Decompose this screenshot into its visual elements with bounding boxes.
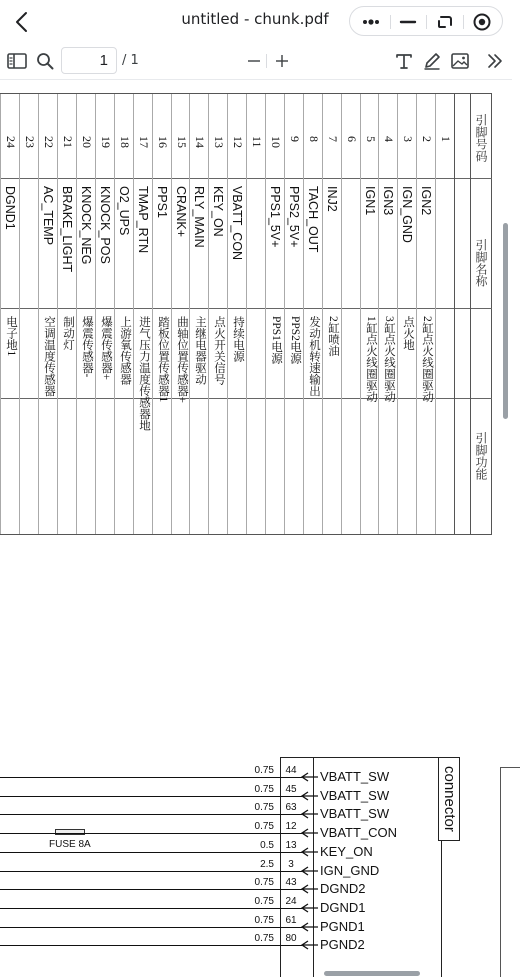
wire-line: [0, 871, 302, 872]
image-tool-button[interactable]: [449, 50, 471, 72]
pin-name: IGN2: [419, 186, 433, 216]
wire-line: [0, 945, 302, 946]
row-divider: [95, 94, 96, 534]
connector-pin-signal: PGND2: [320, 937, 365, 952]
connector-pin-signal: VBATT_SW: [320, 806, 390, 821]
pdf-viewport[interactable]: [0, 81, 512, 952]
pin-function: 上游氧传感器: [119, 316, 131, 385]
vertical-scrollbar[interactable]: [503, 223, 508, 419]
wire-line: [0, 908, 302, 909]
pin-number: 5: [364, 136, 378, 142]
connector-pin-number: 80: [285, 933, 297, 944]
row-divider: [38, 94, 39, 534]
zoom-out-button[interactable]: [243, 50, 265, 72]
plus-icon: [271, 50, 293, 72]
pdf-toolbar: [0, 42, 512, 80]
horizontal-scrollbar[interactable]: [324, 971, 420, 976]
wire-line: [0, 927, 302, 928]
more-options-button[interactable]: [358, 10, 384, 34]
row-divider: [76, 94, 77, 534]
pin-number: 17: [137, 136, 151, 148]
pin-arrow-icon: [302, 848, 318, 856]
pin-arrow-icon: [302, 941, 318, 949]
pin-function: 曲轴位置传感器+: [176, 316, 188, 403]
pin-name: INJ2: [325, 186, 339, 212]
pin-number: 7: [326, 136, 340, 142]
row-divider: [360, 94, 361, 534]
wire-gauge: 0.75: [254, 765, 274, 776]
wire-gauge: 0.75: [254, 896, 274, 907]
pin-number: 13: [212, 136, 226, 148]
row-divider: [189, 94, 190, 534]
search-button[interactable]: [34, 50, 56, 72]
header-pin-name: 引脚名称: [474, 239, 488, 287]
wire-gauge: 2.5: [260, 859, 274, 870]
minus-icon: [243, 50, 265, 72]
minimize-icon: [395, 10, 421, 34]
pin-name: TMAP_RTN: [136, 186, 150, 254]
pin-arrow-icon: [302, 885, 318, 893]
row-divider: [19, 94, 20, 534]
page-number-input[interactable]: [61, 47, 117, 74]
pin-number: 9: [288, 136, 302, 142]
connector-pin-signal: KEY_ON: [320, 844, 373, 859]
row-divider: [322, 94, 323, 534]
pin-function: 1缸点火线圈驱动: [365, 316, 377, 403]
zoom-divider: [266, 54, 267, 68]
sidebar-icon: [6, 50, 28, 72]
pin-number: 1: [439, 136, 453, 142]
row-divider: [341, 94, 342, 534]
row-divider: [378, 94, 379, 534]
pin-name: TACH_OUT: [306, 186, 320, 253]
adjacent-component-box: [500, 767, 520, 977]
connector-pin-number: 3: [288, 859, 294, 870]
pin-number: 8: [307, 136, 321, 142]
connector-pin-number: 44: [285, 765, 297, 776]
pin-function: 点火地: [402, 316, 414, 351]
pin-number: 19: [99, 136, 113, 148]
pin-name: KNOCK_POS: [98, 186, 112, 264]
wire-gauge: 0.75: [254, 933, 274, 944]
wire-line: [0, 889, 302, 890]
connector-label: connector: [438, 757, 460, 841]
pin-arrow-icon: [302, 829, 318, 837]
table-divider: [454, 94, 455, 534]
wire-line: [0, 777, 302, 778]
search-icon: [34, 50, 56, 72]
pin-definition-table: [0, 93, 492, 535]
connector-pin-number: 43: [285, 877, 297, 888]
text-tool-button[interactable]: [393, 50, 415, 72]
pin-function: 主继电器驱动: [194, 316, 206, 385]
row-divider: [208, 94, 209, 534]
pin-number: 22: [42, 136, 56, 148]
row-divider: [133, 94, 134, 534]
pin-function: 2缸喷油: [327, 316, 339, 357]
connector-pin-signal: DGND2: [320, 881, 366, 896]
pin-name: PPS1_5V+: [268, 186, 282, 248]
back-button[interactable]: [8, 8, 36, 36]
pin-number: 15: [175, 136, 189, 148]
row-divider: [303, 94, 304, 534]
wire-gauge: 0.75: [254, 877, 274, 888]
pin-function: 爆震传感器+: [100, 316, 112, 380]
pin-name: PPS2_5V+: [287, 186, 301, 248]
pin-name: IGN3: [381, 186, 395, 216]
double-chevron-right-icon: [484, 50, 506, 72]
pill-divider: [426, 15, 427, 29]
row-divider: [416, 94, 417, 534]
pin-function: PPS1电源: [270, 316, 282, 364]
pin-number: 24: [4, 136, 18, 148]
pin-name: PPS1: [155, 186, 169, 218]
pill-divider: [463, 15, 464, 29]
sidebar-toggle-button[interactable]: [6, 50, 28, 72]
pin-function: 制动灯: [62, 316, 74, 351]
connector-pin-signal: VBATT_SW: [320, 788, 390, 803]
table-divider: [470, 94, 471, 534]
pin-function: 点火开关信号: [213, 316, 225, 385]
pin-function: 2缸点火线圈驱动: [421, 316, 433, 403]
pin-name: O2_UPS: [117, 186, 131, 236]
pin-number: 20: [80, 136, 94, 148]
pin-number: 6: [345, 136, 359, 142]
wire-gauge: 0.75: [254, 915, 274, 926]
text-icon: [393, 50, 415, 72]
pill-divider: [390, 15, 391, 29]
pin-name: IGN_GND: [400, 186, 414, 243]
pin-number: 23: [23, 136, 37, 148]
wire-line: [0, 814, 302, 815]
pin-number: 2: [420, 136, 434, 142]
row-divider: [152, 94, 153, 534]
wire-gauge: 0.75: [254, 821, 274, 832]
connector-pin-signal: VBATT_CON: [320, 825, 398, 840]
pin-function: 踏板位置传感器1: [157, 316, 169, 403]
more-dots-icon: [358, 10, 384, 34]
wire-line: [0, 796, 302, 797]
wiring-schematic: [0, 753, 512, 977]
title-bar: [0, 0, 512, 42]
pin-function: 持续电源: [232, 316, 244, 362]
pin-name: AC_TEMP: [41, 186, 55, 246]
pin-name: KEY_ON: [211, 186, 225, 237]
more-tools-button[interactable]: [484, 50, 506, 72]
pin-number: 11: [250, 136, 264, 148]
pin-number: 3: [401, 136, 415, 142]
connector-pin-number: 45: [285, 784, 297, 795]
connector-pin-signal: VBATT_SW: [320, 769, 390, 784]
header-pin-function: 引脚功能: [474, 432, 488, 480]
pin-number: 12: [231, 136, 245, 148]
close-button[interactable]: [469, 10, 495, 34]
pin-name: IGN1: [363, 186, 377, 216]
pin-arrow-icon: [302, 923, 318, 931]
row-divider: [265, 94, 266, 534]
restore-button[interactable]: [432, 10, 458, 34]
connector-pin-signal: IGN_GND: [320, 863, 380, 878]
pin-number: 14: [193, 136, 207, 148]
minimize-button[interactable]: [395, 10, 421, 34]
wire-line: [0, 852, 302, 853]
row-divider: [171, 94, 172, 534]
connector-pin-signal: DGND1: [320, 900, 366, 915]
row-divider: [435, 94, 436, 534]
pin-number: 18: [118, 136, 132, 148]
pen-icon: [421, 50, 443, 72]
pin-number: 4: [382, 136, 396, 142]
pin-arrow-icon: [302, 904, 318, 912]
pin-function: 空调温度传感器: [43, 316, 55, 397]
pin-number: 16: [156, 136, 170, 148]
fuse-label: FUSE 8A: [49, 839, 91, 850]
pin-number: 21: [61, 136, 75, 148]
pin-function: PPS2电源: [289, 316, 301, 364]
pin-name: DGND1: [3, 186, 17, 230]
chevron-left-icon: [8, 8, 36, 36]
row-divider: [397, 94, 398, 534]
connector-pin-number: 24: [285, 896, 297, 907]
image-icon: [449, 50, 471, 72]
pin-arrow-icon: [302, 867, 318, 875]
row-divider: [114, 94, 115, 534]
pin-function: 3缸点火线圈驱动: [383, 316, 395, 403]
pin-name: KNOCK_NEG: [79, 186, 93, 265]
window-controls: [349, 6, 503, 36]
row-divider: [0, 94, 1, 534]
pin-name: VBATT_CON: [230, 186, 244, 261]
pin-name: RLY_MAIN: [192, 186, 206, 248]
connector-pin-number: 12: [285, 821, 297, 832]
row-divider: [227, 94, 228, 534]
pin-arrow-icon: [302, 792, 318, 800]
pin-name: BRAKE_LIGHT: [60, 186, 74, 273]
pin-arrow-icon: [302, 810, 318, 818]
fuse-symbol: [55, 829, 85, 835]
pin-function: 进气压力温度传感器地: [138, 316, 150, 431]
connector-pin-number: 63: [285, 802, 297, 813]
row-divider: [57, 94, 58, 534]
pin-name: CRANK+: [174, 186, 188, 238]
pin-arrow-icon: [302, 773, 318, 781]
document-title: untitled - chunk.pdf: [181, 10, 329, 28]
pin-function: 爆震传感器-: [81, 316, 93, 378]
restore-icon: [432, 10, 458, 34]
connector-pin-number: 61: [285, 915, 297, 926]
header-pin-number: 引脚号码: [474, 114, 488, 162]
page-total: / 1: [122, 53, 139, 68]
pin-number: 10: [269, 136, 283, 148]
row-divider: [246, 94, 247, 534]
draw-tool-button[interactable]: [421, 50, 443, 72]
wire-line: [0, 833, 302, 834]
record-close-icon: [469, 10, 495, 34]
row-divider: [284, 94, 285, 534]
pin-function: 电子地1: [5, 316, 17, 357]
zoom-in-button[interactable]: [271, 50, 293, 72]
connector-pin-number: 13: [285, 840, 297, 851]
connector-pin-signal: PGND1: [320, 919, 365, 934]
wire-gauge: 0.75: [254, 802, 274, 813]
wire-gauge: 0.5: [260, 840, 274, 851]
wire-gauge: 0.75: [254, 784, 274, 795]
pin-function: 发动机转速输出: [308, 316, 320, 397]
